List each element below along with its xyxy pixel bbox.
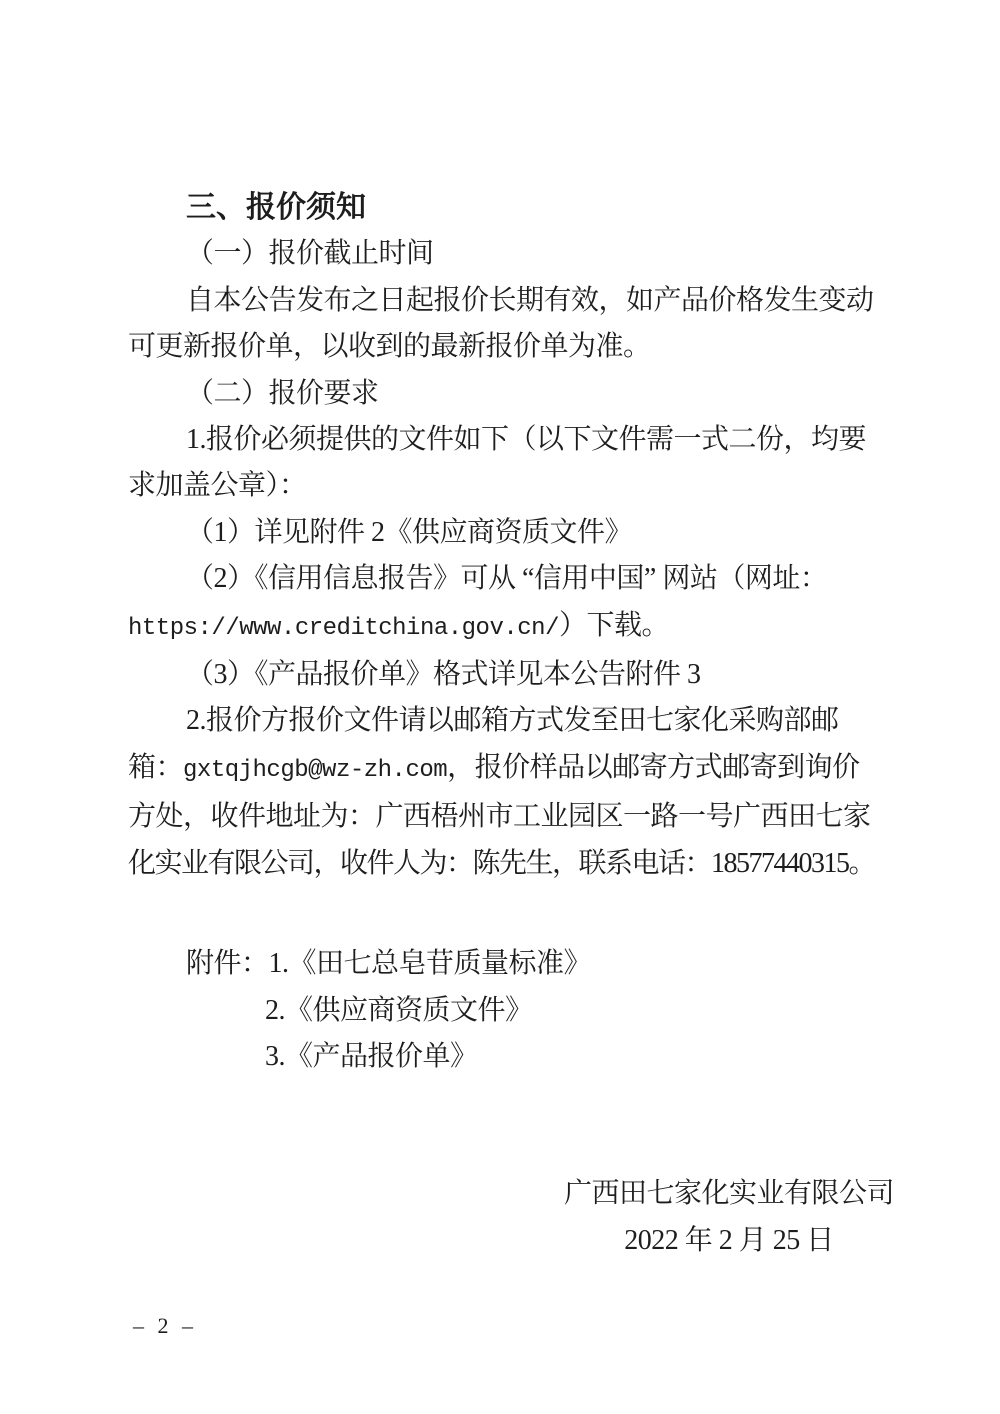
attachment-1-title: 1.《田七总皂苷质量标准》 [268, 948, 592, 980]
section-3-title: 三、报价须知 [186, 191, 366, 224]
signature-company-name: 广西田七家化实业有限公司 [563, 1178, 894, 1210]
subsection-1-heading: （一）报价截止时间 [186, 238, 434, 270]
requirement-1-subitem-1: （1）详见附件 2《供应商资质文件》 [186, 516, 633, 548]
contact-info-text: 化实业有限公司，收件人为：陈先生，联系电话： [128, 847, 712, 879]
deadline-paragraph-line-2: 可更新报价单，以收到的最新报价单为准。 [128, 331, 651, 363]
requirement-2-line-2 [128, 745, 882, 794]
requirement-2-line-1: 2.报价方报价文件请以邮箱方式发至田七家化采购部邮 [186, 705, 839, 737]
email-label: 箱： [128, 751, 184, 783]
sentence-end-mark: 。 [848, 847, 876, 879]
credit-china-url-suffix: ）下载。 [558, 609, 669, 641]
requirement-1-subitem-2-line-2 [128, 603, 882, 652]
contact-phone-number: 18577440315 [711, 847, 849, 879]
requirement-1-subitem-2-line-1: （2）《信用信息报告》可从 “信用中国” 网站（网址： [186, 563, 828, 595]
signature-block [564, 1171, 894, 1264]
attachments-list [128, 941, 882, 1080]
requirement-1-subitem-3: （3）《产品报价单》格式详见本公告附件 3 [186, 659, 701, 691]
credit-china-url: https://www.creditchina.gov.cn/ [128, 614, 559, 642]
requirement-2-line-4 [128, 841, 882, 887]
subsection-2-heading: （二）报价要求 [186, 377, 379, 409]
deadline-paragraph-line-1: 自本公告发布之日起报价长期有效，如产品价格发生变动 [186, 284, 874, 316]
purchase-email-address: gxtqjhcgb@wz-zh.com [183, 756, 448, 784]
requirement-1-line-2: 求加盖公章）： [128, 470, 307, 502]
page-number: – 2 – [133, 1313, 197, 1339]
attachments-label: 附件： [186, 948, 269, 980]
requirement-2-line-2-rest: ，报价样品以邮寄方式邮寄到询价 [447, 751, 860, 783]
attachment-item-3: 3.《产品报价单》 [265, 1040, 478, 1072]
attachment-item-1 [128, 941, 882, 987]
requirement-2-line-3: 方处，收件地址为：广西梧州市工业园区一路一号广西田七家 [128, 801, 871, 833]
requirement-1-line-1: 1.报价必须提供的文件如下（以下文件需一式二份，均要 [186, 424, 867, 456]
signature-date: 2022 年 2 月 25 日 [624, 1224, 834, 1256]
attachment-item-2: 2.《供应商资质文件》 [265, 994, 533, 1026]
